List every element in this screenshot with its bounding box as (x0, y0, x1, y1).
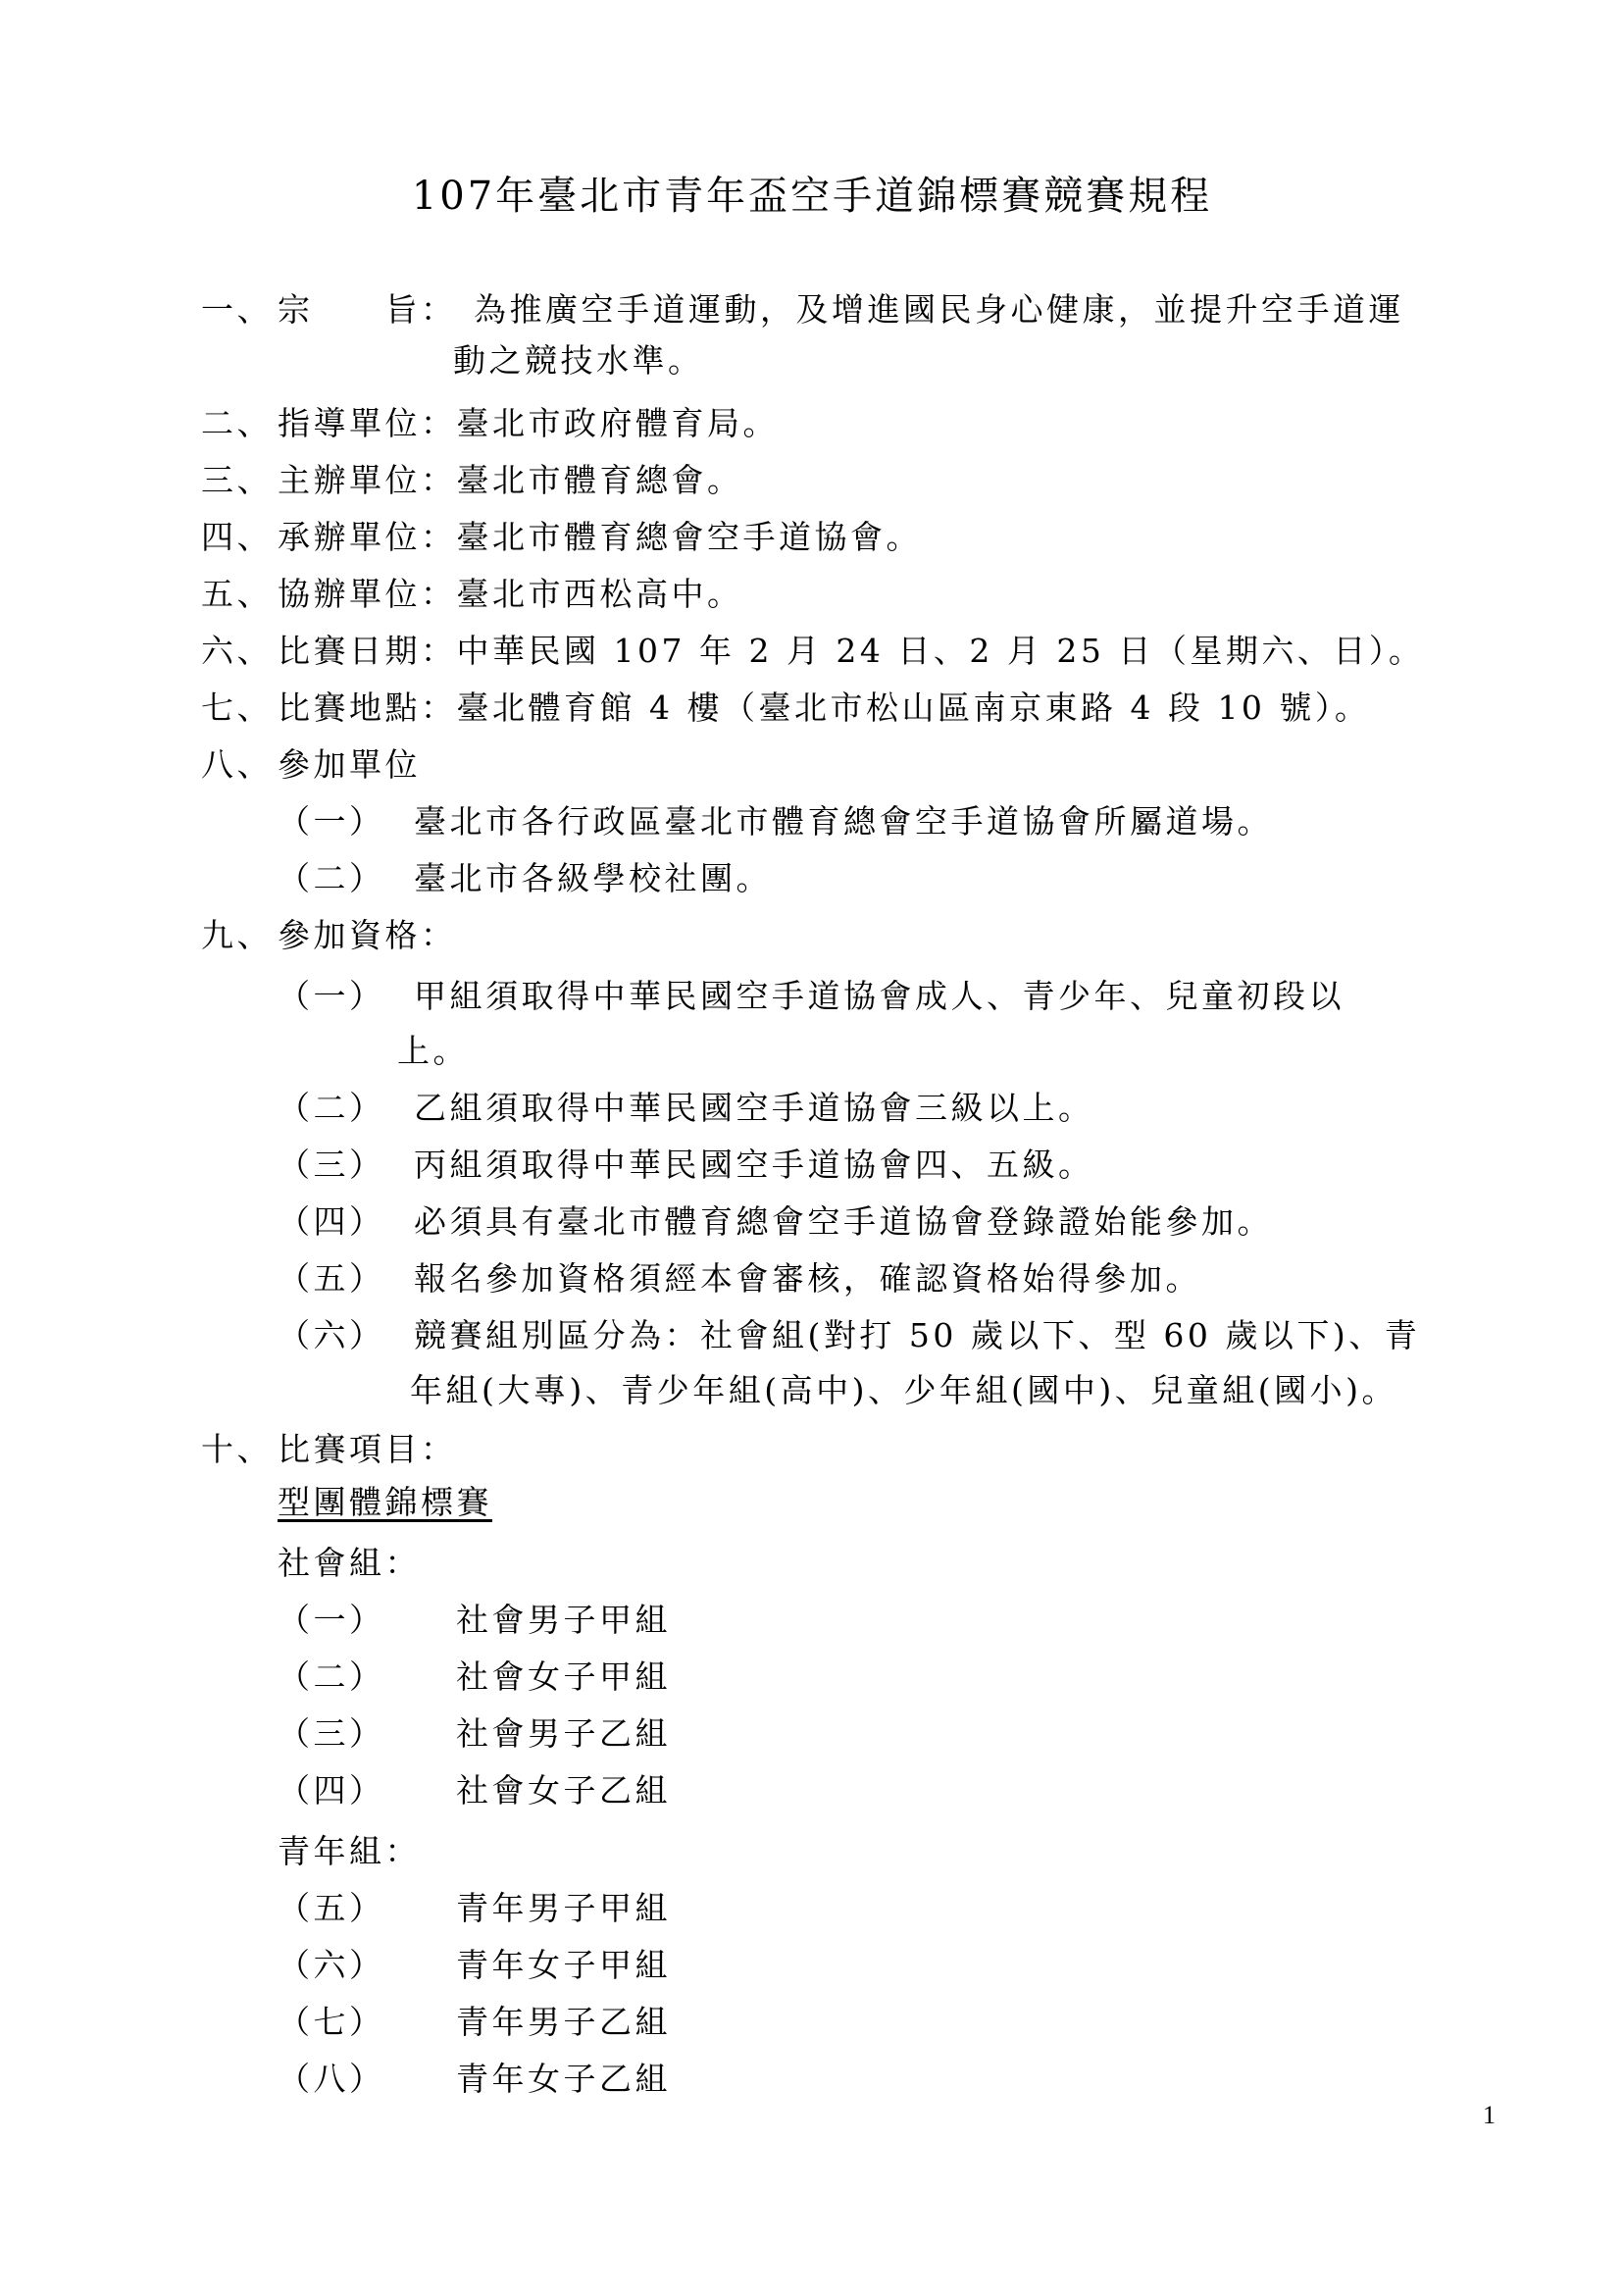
entry-name: 社會男子甲組 (456, 1601, 671, 1639)
entry-number: （三） (278, 1714, 385, 1753)
subitem-number: （一） (278, 802, 385, 841)
entry-number: （一） (278, 1601, 385, 1639)
entry-name: 社會男子乙組 (456, 1714, 671, 1753)
subitem-text: 甲組須取得中華民國空手道協會成人、青少年、兒童初段以 (414, 977, 1345, 1015)
section-number: 一、 (201, 290, 273, 329)
section-text-continued: 動之競技水準。 (453, 341, 704, 380)
events-heading: 型團體錦標賽 (278, 1483, 492, 1521)
group-label: 社會組： (278, 1544, 421, 1582)
entry-number: （七） (278, 2003, 385, 2041)
subitem-number: （二） (278, 1089, 385, 1127)
section-label: 宗 旨： (278, 290, 457, 329)
entry-number: （四） (278, 1771, 385, 1810)
subitem-number: （三） (278, 1146, 385, 1184)
section-number: 三、 (201, 461, 273, 499)
section-number: 七、 (201, 688, 273, 727)
entry-name: 青年男子甲組 (456, 1889, 671, 1927)
section-text: 主辦單位：臺北市體育總會。 (278, 461, 743, 499)
subitem-text: 必須具有臺北市體育總會空手道協會登錄證始能參加。 (414, 1202, 1273, 1241)
entry-number: （二） (278, 1657, 385, 1696)
section-number: 四、 (201, 518, 273, 556)
subitem-number: （五） (278, 1259, 385, 1298)
subitem-number: （一） (278, 977, 385, 1015)
section-number: 十、 (201, 1430, 273, 1468)
subitem-text: 報名參加資格須經本會審核，確認資格始得參加。 (414, 1259, 1201, 1298)
subitem-text: 競賽組別區分為：社會組(對打 50 歲以下、型 60 歲以下)、青 (414, 1316, 1421, 1354)
section-text: 比賽日期：中華民國 107 年 2 月 24 日、2 月 25 日（星期六、日）。 (278, 632, 1425, 670)
section-text: 指導單位：臺北市政府體育局。 (278, 404, 779, 442)
entry-number: （六） (278, 1946, 385, 1984)
entry-number: （五） (278, 1889, 385, 1927)
section-text: 參加單位 (278, 745, 421, 784)
section-text: 承辦單位：臺北市體育總會空手道協會。 (278, 518, 922, 556)
subitem-text: 臺北市各行政區臺北市體育總會空手道協會所屬道場。 (414, 802, 1273, 841)
subitem-number: （六） (278, 1316, 385, 1354)
section-text: 參加資格： (278, 916, 457, 954)
entry-number: （八） (278, 2060, 385, 2098)
subitem-text: 丙組須取得中華民國空手道協會四、五級。 (414, 1146, 1094, 1184)
section-number: 二、 (201, 404, 273, 442)
entry-name: 青年女子乙組 (456, 2060, 671, 2098)
document-title: 107年臺北市青年盃空手道錦標賽競賽規程 (411, 174, 1213, 219)
section-text: 比賽地點：臺北體育館 4 樓（臺北市松山區南京東路 4 段 10 號）。 (278, 688, 1371, 727)
entry-name: 社會女子乙組 (456, 1771, 671, 1810)
section-text: 協辦單位：臺北市西松高中。 (278, 575, 743, 613)
section-number: 九、 (201, 916, 273, 954)
section-number: 八、 (201, 745, 273, 784)
group-label: 青年組： (278, 1832, 421, 1870)
entry-name: 青年女子甲組 (456, 1946, 671, 1984)
section-number: 五、 (201, 575, 273, 613)
section-number: 六、 (201, 632, 273, 670)
entry-name: 青年男子乙組 (456, 2003, 671, 2041)
subitem-text-continued: 上。 (397, 1032, 469, 1070)
subitem-text-continued: 年組(大專)、青少年組(高中)、少年組(國中)、兒童組(國小)。 (410, 1371, 1397, 1409)
subitem-text: 臺北市各級學校社團。 (414, 859, 772, 897)
subitem-number: （二） (278, 859, 385, 897)
page-number: 1 (1483, 2101, 1496, 2129)
section-text: 為推廣空手道運動，及增進國民身心健康，並提升空手道運 (474, 290, 1404, 329)
subitem-text: 乙組須取得中華民國空手道協會三級以上。 (414, 1089, 1094, 1127)
subitem-number: （四） (278, 1202, 385, 1241)
section-text: 比賽項目： (278, 1430, 457, 1468)
entry-name: 社會女子甲組 (456, 1657, 671, 1696)
